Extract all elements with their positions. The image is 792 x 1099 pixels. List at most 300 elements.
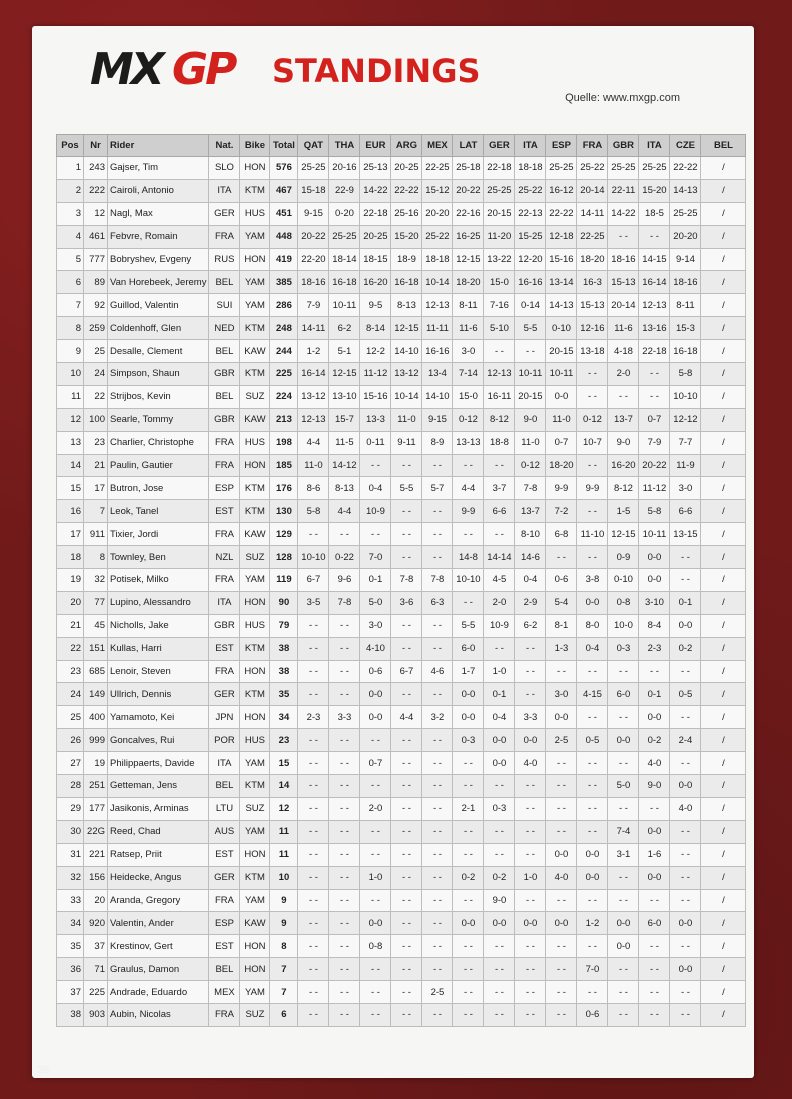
table-cell: 8 [57,317,84,340]
table-cell: - - [422,797,453,820]
table-cell: Potisek, Milko [108,569,209,592]
table-cell: MEX [209,981,240,1004]
table-cell: - - [546,546,577,569]
table-cell: - - [546,981,577,1004]
table-cell: 77 [84,591,108,614]
table-cell: 777 [84,248,108,271]
table-cell: - - [360,843,391,866]
table-cell: 14-12 [329,454,360,477]
table-cell: 13-4 [422,363,453,386]
table-cell: 79 [270,614,298,637]
table-cell: 32 [84,569,108,592]
table-cell: / [701,523,746,546]
table-cell: KTM [240,775,270,798]
table-cell: 22-25 [422,157,453,180]
table-cell: 13-12 [391,363,422,386]
table-cell: 20-22 [453,179,484,202]
table-cell: KAW [240,340,270,363]
table-cell: 4-4 [329,500,360,523]
table-cell: 20-15 [515,385,546,408]
table-cell: 903 [84,1003,108,1026]
table-row [57,912,746,935]
table-row [57,225,746,248]
table-cell: Ullrich, Dennis [108,683,209,706]
table-cell: 461 [84,225,108,248]
table-cell: 11-20 [484,225,515,248]
table-cell: 16 [57,500,84,523]
table-cell: - - [329,981,360,1004]
table-cell: 0-12 [453,408,484,431]
table-cell: 244 [270,340,298,363]
table-cell: 0-0 [484,912,515,935]
table-cell: Desalle, Clement [108,340,209,363]
table-cell: Bobryshev, Evgeny [108,248,209,271]
table-cell: 3-10 [639,591,670,614]
table-cell: 7-0 [577,958,608,981]
table-cell: - - [391,981,422,1004]
table-cell: / [701,408,746,431]
table-cell: 0-0 [546,385,577,408]
table-cell: / [701,683,746,706]
table-cell: - - [515,637,546,660]
table-cell: 15-20 [639,179,670,202]
table-cell: / [701,271,746,294]
table-cell: 10-11 [515,363,546,386]
table-cell: Tixier, Jordi [108,523,209,546]
table-cell: 0-1 [484,683,515,706]
table-cell: 12 [270,797,298,820]
table-cell: 15-25 [515,225,546,248]
table-cell: 8-9 [422,431,453,454]
table-cell: 20-20 [670,225,701,248]
table-cell: Butron, Jose [108,477,209,500]
table-cell: 45 [84,614,108,637]
table-cell: 0-7 [546,431,577,454]
table-cell: - - [484,1003,515,1026]
table-cell: HON [240,843,270,866]
table-cell: / [701,729,746,752]
table-cell: 14 [57,454,84,477]
table-cell: / [701,454,746,477]
table-cell: HON [240,248,270,271]
table-cell: 12-13 [298,408,329,431]
table-cell: YAM [240,294,270,317]
table-cell: 12 [57,408,84,431]
table-cell: - - [391,729,422,752]
table-cell: 18-18 [422,248,453,271]
table-cell: - - [670,752,701,775]
table-cell: - - [484,820,515,843]
table-cell: FRA [209,431,240,454]
table-cell: 5-5 [515,317,546,340]
table-cell: 20-16 [329,157,360,180]
table-cell: 22-18 [639,340,670,363]
table-cell: - - [298,729,329,752]
table-cell: 6 [270,1003,298,1026]
table-cell: 16-18 [670,340,701,363]
column-header: Nr [84,135,108,157]
table-cell: - - [422,500,453,523]
page-number: 26 [38,1065,50,1076]
table-cell: 37 [57,981,84,1004]
table-cell: 27 [57,752,84,775]
table-cell: - - [422,843,453,866]
table-cell: - - [608,889,639,912]
table-cell: 23 [84,431,108,454]
table-cell: - - [577,363,608,386]
table-cell: 38 [57,1003,84,1026]
table-cell: 8-14 [360,317,391,340]
table-cell: - - [670,1003,701,1026]
table-cell: HON [240,935,270,958]
table-cell: - - [329,775,360,798]
table-cell: / [701,157,746,180]
table-cell: - - [546,1003,577,1026]
table-cell: Nicholls, Jake [108,614,209,637]
table-row [57,385,746,408]
table-cell: 3-5 [298,591,329,614]
table-cell: 10-14 [391,385,422,408]
table-cell: 286 [270,294,298,317]
table-cell: 10-7 [577,431,608,454]
table-cell: 7-9 [298,294,329,317]
table-cell: 3-6 [391,591,422,614]
table-cell: 6-0 [608,683,639,706]
table-cell: 0-1 [360,569,391,592]
table-cell: - - [391,843,422,866]
table-cell: 10-9 [360,500,391,523]
table-cell: 4-6 [422,660,453,683]
table-cell: - - [639,935,670,958]
table-cell: 1-2 [577,912,608,935]
table-cell: / [701,569,746,592]
table-cell: / [701,225,746,248]
column-header: FRA [577,135,608,157]
table-cell: 0-0 [608,912,639,935]
table-cell: 9-9 [453,500,484,523]
table-cell: 20-15 [546,340,577,363]
table-cell: - - [422,454,453,477]
table-cell: - - [329,935,360,958]
table-cell: 5-1 [329,340,360,363]
table-cell: 13-3 [360,408,391,431]
table-cell: 14-22 [608,202,639,225]
table-cell: HON [240,157,270,180]
table-cell: 29 [57,797,84,820]
table-cell: - - [639,958,670,981]
table-cell: 5-0 [608,775,639,798]
table-cell: - - [391,958,422,981]
table-cell: - - [298,843,329,866]
table-cell: 25-16 [391,202,422,225]
table-cell: 14-13 [670,179,701,202]
table-cell: - - [515,843,546,866]
table-cell: 7-14 [453,363,484,386]
table-cell: 16-16 [422,340,453,363]
table-cell: - - [422,889,453,912]
table-cell: 0-9 [608,546,639,569]
table-cell: 0-0 [360,706,391,729]
table-cell: 18-15 [360,248,391,271]
table-cell: 25-22 [515,179,546,202]
table-cell: - - [577,660,608,683]
table-cell: 0-4 [515,569,546,592]
table-cell: Strijbos, Kevin [108,385,209,408]
table-cell: 5-7 [422,477,453,500]
table-cell: - - [453,820,484,843]
table-cell: 20-22 [639,454,670,477]
table-cell: 6-2 [515,614,546,637]
table-cell: 11-12 [360,363,391,386]
table-cell: / [701,179,746,202]
table-cell: 11-12 [639,477,670,500]
table-cell: 6-0 [639,912,670,935]
table-cell: 0-0 [639,820,670,843]
table-cell: 18-20 [577,248,608,271]
table-cell: - - [639,1003,670,1026]
table-cell: 0-2 [453,866,484,889]
table-cell: 4-18 [608,340,639,363]
table-cell: 7-2 [546,500,577,523]
table-cell: HON [240,454,270,477]
table-cell: 0-1 [670,591,701,614]
table-cell: / [701,614,746,637]
table-cell: KTM [240,637,270,660]
table-cell: - - [329,523,360,546]
table-cell: 16-11 [484,385,515,408]
table-cell: 1-6 [639,843,670,866]
table-cell: 25-25 [670,202,701,225]
table-cell: - - [453,454,484,477]
table-cell: - - [515,797,546,820]
table-cell: Febvre, Romain [108,225,209,248]
table-cell: 18-8 [484,431,515,454]
table-cell: 35 [270,683,298,706]
table-cell: HON [240,958,270,981]
table-cell: - - [391,797,422,820]
table-cell: 11 [57,385,84,408]
table-cell: 0-10 [608,569,639,592]
table-cell: 11-6 [608,317,639,340]
table-cell: 1 [57,157,84,180]
table-cell: 7 [57,294,84,317]
table-cell: - - [391,683,422,706]
table-cell: 4-0 [639,752,670,775]
table-cell: 0-0 [639,546,670,569]
table-cell: YAM [240,820,270,843]
table-cell: - - [484,958,515,981]
table-cell: - - [298,683,329,706]
table-cell: 16-3 [577,271,608,294]
table-row [57,363,746,386]
magazine-page [32,26,754,1078]
table-cell: 451 [270,202,298,225]
table-cell: 448 [270,225,298,248]
table-header-row [57,135,746,157]
table-cell: 7-4 [608,820,639,843]
column-header: ESP [546,135,577,157]
table-cell: 8-13 [329,477,360,500]
table-cell: 12-16 [577,317,608,340]
table-cell: - - [484,637,515,660]
table-cell: - - [670,889,701,912]
table-cell: HUS [240,202,270,225]
table-cell: FRA [209,569,240,592]
table-cell: 100 [84,408,108,431]
table-cell: / [701,248,746,271]
table-cell: 8-1 [546,614,577,637]
table-cell: 0-11 [360,431,391,454]
table-cell: 6-8 [546,523,577,546]
table-cell: 999 [84,729,108,752]
table-row [57,820,746,843]
table-cell: - - [577,385,608,408]
column-header: Total [270,135,298,157]
table-cell: 15 [270,752,298,775]
table-cell: 35 [57,935,84,958]
table-row [57,271,746,294]
table-cell: 12-13 [484,363,515,386]
table-row [57,614,746,637]
table-cell: 12-12 [670,408,701,431]
table-cell: 15-12 [422,179,453,202]
table-cell: 36 [57,958,84,981]
table-cell: - - [298,1003,329,1026]
table-cell: - - [329,752,360,775]
table-cell: 7-7 [670,431,701,454]
table-cell: - - [515,981,546,1004]
table-cell: 12-20 [515,248,546,271]
table-cell: 2-0 [360,797,391,820]
table-cell: 2-3 [298,706,329,729]
table-cell: 0-5 [670,683,701,706]
table-cell: 0-0 [639,706,670,729]
table-cell: 12-13 [422,294,453,317]
table-cell: 14-8 [453,546,484,569]
table-cell: - - [453,1003,484,1026]
table-cell: 15-0 [484,271,515,294]
table-cell: 1-2 [298,340,329,363]
table-cell: 400 [84,706,108,729]
table-cell: Aranda, Gregory [108,889,209,912]
table-cell: 119 [270,569,298,592]
table-cell: 16-18 [329,271,360,294]
table-cell: 0-0 [515,729,546,752]
table-cell: - - [577,775,608,798]
table-cell: 14-10 [422,385,453,408]
table-cell: Yamamoto, Kei [108,706,209,729]
table-cell: 30 [57,820,84,843]
table-cell: 22-20 [298,248,329,271]
table-cell: 9-0 [608,431,639,454]
table-cell: NED [209,317,240,340]
table-cell: - - [608,660,639,683]
table-cell: 11-0 [391,408,422,431]
table-cell: 0-4 [360,477,391,500]
table-row [57,591,746,614]
table-row [57,752,746,775]
table-cell: Searle, Tommy [108,408,209,431]
table-cell: 15 [57,477,84,500]
table-cell: 22-22 [391,179,422,202]
table-cell: 11-9 [670,454,701,477]
table-cell: SUZ [240,797,270,820]
column-header: Rider [108,135,209,157]
table-row [57,317,746,340]
table-cell: Lenoir, Steven [108,660,209,683]
table-cell: 6-7 [391,660,422,683]
table-cell: EST [209,637,240,660]
table-cell: 1-0 [515,866,546,889]
column-header: GER [484,135,515,157]
table-cell: - - [329,889,360,912]
table-cell: - - [298,958,329,981]
table-cell: 0-0 [670,912,701,935]
table-cell: Gajser, Tim [108,157,209,180]
table-cell: 0-12 [515,454,546,477]
table-cell: 15-16 [546,248,577,271]
table-cell: 18-16 [608,248,639,271]
table-cell: 8-12 [484,408,515,431]
table-cell: - - [329,683,360,706]
table-cell: 15-16 [360,385,391,408]
table-cell: 22-9 [329,179,360,202]
table-cell: 3-3 [515,706,546,729]
standings-table [56,134,746,1027]
table-cell: - - [391,637,422,660]
table-cell: - - [577,500,608,523]
table-cell: - - [608,958,639,981]
table-cell: 0-0 [453,683,484,706]
table-cell: - - [577,546,608,569]
table-cell: - - [515,889,546,912]
table-cell: - - [391,614,422,637]
table-cell: 16-20 [360,271,391,294]
table-cell: / [701,843,746,866]
table-cell: LTU [209,797,240,820]
table-cell: 11-11 [422,317,453,340]
table-cell: 14-22 [360,179,391,202]
table-cell: 15-3 [670,317,701,340]
table-cell: / [701,385,746,408]
table-cell: 5-5 [391,477,422,500]
table-cell: 14-11 [577,202,608,225]
table-cell: 4-15 [577,683,608,706]
table-cell: - - [484,523,515,546]
table-cell: 14-6 [515,546,546,569]
table-cell: 13-7 [515,500,546,523]
table-cell: 0-0 [577,843,608,866]
table-cell: 13 [57,431,84,454]
table-cell: YAM [240,271,270,294]
table-cell: - - [391,523,422,546]
logo-gp-text: GP [172,44,235,95]
table-cell: 15-20 [391,225,422,248]
table-cell: - - [577,752,608,775]
table-cell: 2-0 [608,363,639,386]
table-cell: - - [422,729,453,752]
table-cell: 5-10 [484,317,515,340]
table-cell: GBR [209,614,240,637]
table-cell: - - [360,523,391,546]
table-cell: 576 [270,157,298,180]
table-cell: - - [298,912,329,935]
table-cell: KTM [240,477,270,500]
table-row [57,157,746,180]
table-cell: - - [639,889,670,912]
table-cell: Charlier, Christophe [108,431,209,454]
table-cell: 8-4 [639,614,670,637]
